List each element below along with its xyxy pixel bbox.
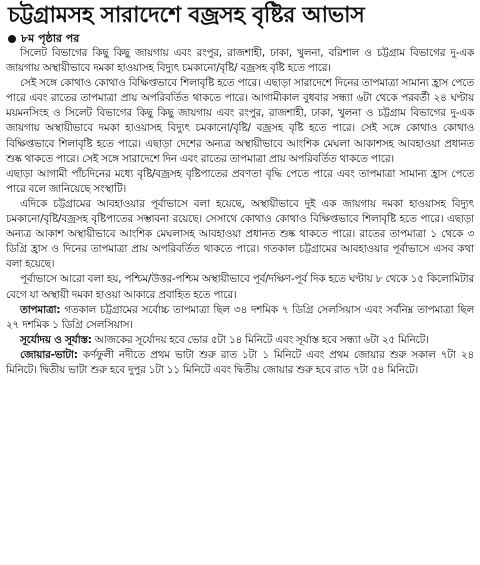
sunrise-sunset-text: আজকের সূর্যোদয় হবে ভোর ৫টা ১৪ মিনিটে এবং সূর্যাস্ত হবে সন্ধ্যা ৬টা ২৫ মিনিটে। xyxy=(91,333,429,346)
article-paragraph: পূর্বাভাসে আরো বলা হয়, পশ্চিম/উত্তর-পশ্চিম অস্থায়ীভাবে পূর্ব/দক্ষিণ-পূর্ব দিক হতে ঘণ্টায় ৮ থেকে ১৫ কিলোমিটার বেগে যা অস্থায়ী দমকা হাওয়া আকারে প্রবাহিত হতে পারে। xyxy=(6,273,474,301)
sunrise-sunset-paragraph xyxy=(6,333,474,348)
tide-paragraph xyxy=(6,348,474,378)
article-paragraph: সেই সঙ্গে কোথাও কোথাও বিক্ষিপ্তভাবে শিলাবৃষ্টি হতে পারে। এছাড়া সারাদেশে দিনের তাপমাত্রা সামান্য হ্রাস পেতে পারে এবং রাতের তাপমাত্রা প্রায় অপরিবর্তিত থাকতে পারে। আগামীকাল বুধবার সন্ধ্যা ৬টা থেকে পরবর্তী ২৪ ঘণ্টায় ময়মনসিংহ ও সিলেট বিভাগের কিছু কিছু জায়গায় এবং রংপুর, রাজশাহী, ঢাকা, খুলনা ও চট্টগ্রাম বিভাগের দু-এক জায়গায় অস্থায়ীভাবে দমকা হাওয়াসহ বিদ্যুৎ চমকানো/বৃষ্টি/ বজ্রসহ বৃষ্টি হতে পারে। সেই সঙ্গে কোথাও কোথাও বিক্ষিপ্তভাবে শিলাবৃষ্টি হতে পারে। এছাড়া দেশের অন্যত্র অস্থায়ীভাবে আংশিক মেঘলা আকাশসহ আবহাওয়া প্রধানত শুষ্ক থাকতে পারে। সেই সঙ্গে সারাদেশে দিন এবং রাতের তাপমাত্রা প্রায় অপরিবর্তিত থাকতে পারে। xyxy=(6,77,474,165)
continued-from-label: ৮ম পৃষ্ঠার পর xyxy=(21,32,80,45)
temperature-text: গতকাল চট্টগ্রামের সর্বোচ্চ তাপমাত্রা ছিল ৩৪ দশমিক ৭ ডিগ্রি সেলসিয়াস এবং সর্বনিম্ন তাপমাত্রা ছিল ২৭ দশমিক ১ ডিগ্রি সেলসিয়াস। xyxy=(6,303,474,331)
temperature-paragraph xyxy=(6,303,474,333)
bullet-icon xyxy=(8,35,16,43)
continued-from-line xyxy=(8,31,474,46)
tide-label: জোয়ার-ভাটা: xyxy=(20,348,78,361)
temperature-label: তাপমাত্রা: xyxy=(20,303,61,316)
article-paragraph: এদিকে চট্টগ্রামের আবহাওয়ার পূর্বাভাসে বলা হয়েছে, অস্থায়ীভাবে দুই এক জায়গায় দমকা হাওয়াসহ বিদ্যুৎ চমকানো/বৃষ্টি/বজ্রসহ বৃষ্টিপাতের সম্ভাবনা রয়েছে। সেসাথে কোথাও কোথাও বিক্ষিপ্তভাবে শিলাবৃষ্টি হতে পারে। এছাড়া অন্যত্র আকাশ অস্থায়ীভাবে আংশিক মেঘলাসহ আবহাওয়া প্রধানত শুষ্ক থাকতে পারে। রাতের তাপমাত্রা ১ থেকে ৩ ডিগ্রি হ্রাস ও দিনের তাপমাত্রা প্রায় অপরিবর্তিত থাকতে পারে। গতকাল চট্টগ্রামের আবহাওয়ার পূর্বাভাসে এসব কথা বলা হয়েছে। xyxy=(6,197,474,271)
article-headline: চট্টগ্রামসহ সারাদেশে বজ্রসহ বৃষ্টির আভাস xyxy=(8,3,365,28)
tide-text: কর্ণফুলী নদীতে প্রথম ভাটা শুরু রাত ১টা ১ মিনিটে এবং প্রথম জোয়ার শুরু সকাল ৭টা ২৪ মিনিটে। দ্বিতীয় ভাটা শুরু হবে দুপুর ১টা ১১ মিনিটে এবং দ্বিতীয় জোয়ার শুরু হবে রাত ৭টা ৫৪ মিনিটে। xyxy=(6,348,474,376)
article-paragraph: সিলেট বিভাগের কিছু কিছু জায়গায় এবং রংপুর, রাজশাহী, ঢাকা, খুলনা, বরিশাল ও চট্টগ্রাম বিভাগের দু-এক জায়গায় অস্থায়ীভাবে দমকা হাওয়াসহ বিদ্যুৎ চমকানো/বৃষ্টি/ বজ্রসহ বৃষ্টি হতে পারে। xyxy=(6,47,474,75)
article-paragraph: এছাড়া আগামী পাঁচদিনের মধ্যে বৃষ্টি/বজ্রসহ বৃষ্টিপাতের প্রবণতা বৃদ্ধি পেতে পারে এবং তাপমাত্রা সামান্য হ্রাস পেতে পারে বলে জানিয়েছে সংস্থাটি। xyxy=(6,167,474,195)
sunrise-sunset-label: সূর্যোদয় ও সূর্যাস্ত: xyxy=(20,333,92,346)
